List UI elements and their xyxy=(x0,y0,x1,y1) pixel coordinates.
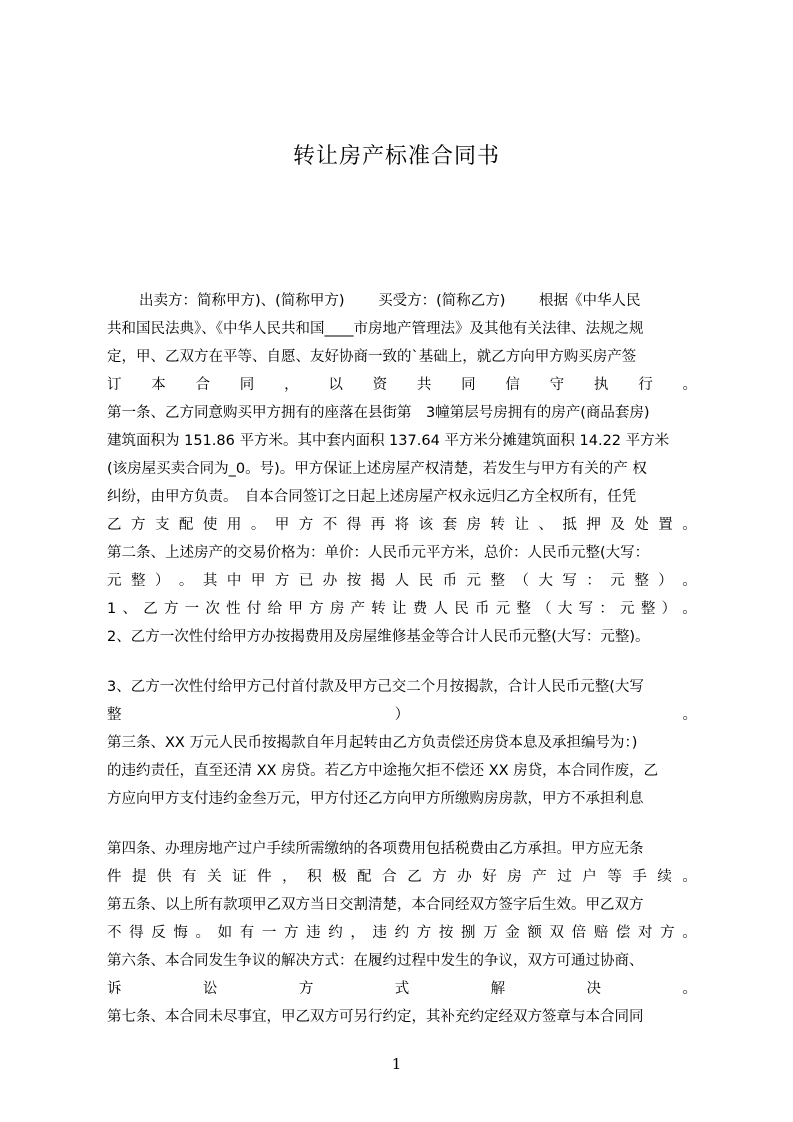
spread-char: 手 xyxy=(632,869,647,885)
spread-char: 偿 xyxy=(615,925,631,941)
spread-char: 民 xyxy=(454,601,469,617)
spread-char: 费 xyxy=(412,601,428,617)
spread-char: 方 xyxy=(274,573,290,589)
text-line: 方应向甲方支付违约金叁万元，甲方付还乙方向甲方所缴购房房款，甲方不承担利息 xyxy=(107,791,644,807)
spread-char: 揭 xyxy=(370,573,386,589)
spread-char: ， xyxy=(350,925,365,941)
spread-char: 捌 xyxy=(461,925,476,941)
spread-char: 诉 xyxy=(107,981,122,997)
spread-char: 方 xyxy=(660,925,675,941)
text-line: 第五条、以上所有款项甲乙双方当日交割清楚，本合同经双方签字后生效。甲乙双方 xyxy=(107,897,644,913)
spread-char: 资 xyxy=(372,377,388,393)
spread-char: 房 xyxy=(329,601,345,617)
spread-char: 乙 xyxy=(107,517,122,533)
spread-char: ） xyxy=(661,601,677,617)
spread-char: 同 xyxy=(239,377,255,393)
spread-char: 方 xyxy=(432,869,447,885)
spread-char: 付 xyxy=(246,601,262,617)
spread-char: 甲 xyxy=(274,517,290,533)
spread-char: 转 xyxy=(371,601,386,617)
spread-char: 额 xyxy=(527,925,542,941)
spread-char: 行 xyxy=(638,377,653,393)
spread-char: 按 xyxy=(346,573,362,589)
spread-char: （ xyxy=(537,601,552,617)
spread-char: 户 xyxy=(582,869,597,885)
spread-char: 同 xyxy=(461,377,476,393)
spread-char: 有 xyxy=(239,925,255,941)
spread-char: 押 xyxy=(586,517,601,533)
spread-char: 。 xyxy=(195,925,210,941)
spread-text-line xyxy=(107,975,697,1003)
spread-char: 双 xyxy=(549,925,564,941)
spread-char: 乙 xyxy=(407,869,422,885)
text-line: 建筑面积为 151.86 平方米。其中套内面积 137.64 平方米分摊建筑面积 14.22 平方米 xyxy=(107,433,670,449)
spread-char: 1 xyxy=(107,601,117,617)
spread-char: 有 xyxy=(182,869,197,885)
spread-char: 性 xyxy=(226,601,241,617)
spread-char: 元 xyxy=(107,573,122,589)
spread-char: 违 xyxy=(306,925,321,941)
spread-char: 。 xyxy=(682,981,697,997)
spread-text-line xyxy=(107,371,697,399)
spread-char: 及 xyxy=(610,517,625,533)
spread-char: 。 xyxy=(682,869,697,885)
text-line: 2、乙方一次性付给甲方办按揭费用及房屋维修基金等合计人民币元整(大写：元整)。 xyxy=(107,629,650,645)
spread-char: 将 xyxy=(394,517,410,533)
text-line: 第一条、乙方同意购买甲方拥有的座落在县街第 3幢第层号房拥有的房产(商品套房) xyxy=(107,405,650,421)
spread-char: 整 xyxy=(516,601,531,617)
spread-char: 共 xyxy=(416,377,432,393)
spread-char: 方 xyxy=(309,601,324,617)
spread-char: 如 xyxy=(217,925,233,941)
text-line: 第四条、办理房地产过户手续所需缴纳的各项费用包括税费由乙方承担。甲方应无条 xyxy=(107,841,644,857)
spread-char: 方 xyxy=(130,517,146,533)
spread-char: 讼 xyxy=(202,981,218,997)
text-line: 第六条、本合同发生争议的解决方式：在履约过程中发生的争议，双方可通过协商、 xyxy=(107,953,644,969)
spread-char: 。 xyxy=(682,601,697,617)
spread-char: 本 xyxy=(151,377,166,393)
spread-char: 等 xyxy=(607,869,622,885)
spread-char: 已 xyxy=(298,573,314,589)
spread-char: 甲 xyxy=(250,573,266,589)
spread-char: 使 xyxy=(202,517,218,533)
spread-text-line xyxy=(107,919,697,947)
page-number: 1 xyxy=(391,1055,402,1073)
spread-char: ： xyxy=(599,601,614,617)
spread-char: 金 xyxy=(505,925,520,941)
spread-char: 方 xyxy=(298,981,314,997)
spread-char: 房 xyxy=(466,517,482,533)
document-title: 转让房产标准合同书 xyxy=(292,144,500,169)
spread-text-line xyxy=(107,701,697,729)
spread-char: 关 xyxy=(207,869,222,885)
spread-char: 支 xyxy=(154,517,170,533)
spread-char: （ xyxy=(514,573,529,589)
spread-char: 方 xyxy=(163,601,179,617)
spread-char: 守 xyxy=(549,377,565,393)
spread-char: 整 xyxy=(130,573,146,589)
spread-char: 大 xyxy=(557,601,573,617)
spread-char: 元 xyxy=(610,573,625,589)
spread-char: 产 xyxy=(350,601,366,617)
spread-char: 转 xyxy=(490,517,505,533)
spread-char: 产 xyxy=(532,869,547,885)
spread-char: ， xyxy=(282,869,297,885)
spread-char: 人 xyxy=(394,573,410,589)
spread-char: 提 xyxy=(132,869,147,885)
spread-char: 解 xyxy=(490,981,506,997)
spread-char: 一 xyxy=(184,601,200,617)
spread-text-line xyxy=(107,863,697,891)
spread-char: 决 xyxy=(586,981,602,997)
text-line: 纠纷，由甲方负责。 自本合同签订之日起上述房屋产权永远归乙方全权所有，任凭 xyxy=(107,489,637,505)
spread-char: 办 xyxy=(322,573,338,589)
text-line: (该房屋买卖合同为_0。号)。甲方保证上述房屋产权清楚，若发生与甲方有关的产 权 xyxy=(107,461,647,477)
text-line: 第二条、上述房产的交易价格为：单价：人民币元平方米，总价：人民币元整(大写： xyxy=(107,545,650,561)
spread-char: 。 xyxy=(682,573,697,589)
spread-char: 方 xyxy=(284,925,299,941)
spread-char: 得 xyxy=(346,517,362,533)
spread-char: 整 xyxy=(107,707,122,723)
spread-char: 不 xyxy=(107,925,122,941)
spread-char: 。 xyxy=(178,573,194,589)
spread-char: 供 xyxy=(157,869,172,885)
spread-char: 民 xyxy=(418,573,434,589)
text-line: 3、乙方一次性付给甲方己付首付款及甲方己交二个月按揭款，合计人民币元整(大写 xyxy=(107,679,644,695)
spread-char: 让 xyxy=(392,601,407,617)
spread-char: 约 xyxy=(394,925,410,941)
text-line: 共和国民法典》、《中华人民共和国____市房地产管理法》及其他有关法律、法规之规 xyxy=(107,321,644,337)
spread-char: 、 xyxy=(122,601,137,617)
spread-char: 整 xyxy=(640,601,656,617)
spread-char: 该 xyxy=(418,517,434,533)
spread-char: 处 xyxy=(634,517,649,533)
spread-char: 执 xyxy=(593,377,609,393)
spread-char: 其 xyxy=(202,573,218,589)
text-line: 第三条、XX 万元人民币按揭款自年月起转由乙方负责偿还房贷本息及承担编号为：) xyxy=(107,735,638,751)
spread-char: 置 xyxy=(658,517,673,533)
spread-char: 续 xyxy=(657,869,672,885)
spread-char: 次 xyxy=(205,601,220,617)
spread-char: 件 xyxy=(107,869,122,885)
spread-char: 中 xyxy=(226,573,242,589)
spread-char: 按 xyxy=(438,925,454,941)
spread-char: 方 xyxy=(416,925,432,941)
spread-char: 件 xyxy=(257,869,272,885)
spread-char: 元 xyxy=(620,601,635,617)
spread-char: 一 xyxy=(261,925,277,941)
spread-char: 让 xyxy=(514,517,529,533)
spread-char: 乙 xyxy=(143,601,158,617)
spread-char: 配 xyxy=(178,517,194,533)
spread-char: 套 xyxy=(442,517,458,533)
text-line: 的违约责任，直至还清 XX 房贷。若乙方中途拖欠拒不偿还 XX 房贷，本合同作废，乙 xyxy=(107,763,659,779)
spread-char: 。 xyxy=(682,925,697,941)
spread-char: 币 xyxy=(442,573,458,589)
spread-char: 约 xyxy=(328,925,343,941)
spread-char: ） xyxy=(658,573,673,589)
spread-char: 式 xyxy=(394,981,410,997)
spread-char: 方 xyxy=(298,517,314,533)
spread-char: 违 xyxy=(372,925,387,941)
spread-char: 用 xyxy=(226,517,242,533)
text-line: 出卖方：简称甲方)、(简称甲方) 买受方：(简称乙方) 根据《中华人民 xyxy=(139,293,641,309)
spread-char: 对 xyxy=(638,925,653,941)
spread-char: 合 xyxy=(382,869,397,885)
spread-char: 。 xyxy=(682,707,697,723)
spread-char: 赔 xyxy=(593,925,609,941)
spread-char: 大 xyxy=(538,573,553,589)
spread-char: 。 xyxy=(682,377,697,393)
text-line: 定，甲、乙双方在平等、自愿、友好协商一致的`基础上，就乙方向甲方购买房产签 xyxy=(107,349,637,365)
spread-char: 写 xyxy=(562,573,577,589)
spread-char: 信 xyxy=(505,377,520,393)
spread-char: 给 xyxy=(267,601,283,617)
spread-char: 好 xyxy=(482,869,497,885)
spread-char: 万 xyxy=(483,925,498,941)
spread-char: 元 xyxy=(495,601,511,617)
spread-char: 。 xyxy=(250,517,266,533)
spread-char: 不 xyxy=(322,517,338,533)
spread-char: ） xyxy=(394,707,410,723)
spread-char: 房 xyxy=(507,869,522,885)
spread-char: 得 xyxy=(129,925,144,941)
text-line: 第七条、本合同未尽事宜，甲乙双方可另行约定，其补充约定经双方签章与本合同同 xyxy=(107,1009,644,1025)
spread-text-line xyxy=(107,567,697,595)
spread-char: 订 xyxy=(107,377,122,393)
spread-char: 悔 xyxy=(173,925,188,941)
spread-text-line xyxy=(107,595,697,623)
spread-char: 倍 xyxy=(571,925,587,941)
spread-char: 配 xyxy=(357,869,372,885)
spread-char: 人 xyxy=(433,601,448,617)
spread-char: 合 xyxy=(195,377,211,393)
spread-char: ： xyxy=(586,573,601,589)
spread-char: 、 xyxy=(538,517,553,533)
spread-char: 办 xyxy=(457,869,472,885)
spread-char: 甲 xyxy=(288,601,303,617)
spread-char: 。 xyxy=(682,517,697,533)
spread-char: 证 xyxy=(232,869,247,885)
spread-text-line xyxy=(107,511,697,539)
spread-char: 反 xyxy=(151,925,166,941)
spread-char: 抵 xyxy=(562,517,577,533)
spread-char: 积 xyxy=(307,869,322,885)
spread-char: 写 xyxy=(578,601,594,617)
spread-char: 整 xyxy=(634,573,649,589)
spread-char: 整 xyxy=(490,573,505,589)
spread-char: ， xyxy=(284,377,299,393)
spread-char: ） xyxy=(154,573,170,589)
spread-char: 再 xyxy=(370,517,386,533)
spread-char: 以 xyxy=(328,377,343,393)
spread-char: 过 xyxy=(557,869,572,885)
spread-char: 币 xyxy=(474,601,490,617)
spread-char: 极 xyxy=(332,869,347,885)
spread-char: 元 xyxy=(466,573,482,589)
